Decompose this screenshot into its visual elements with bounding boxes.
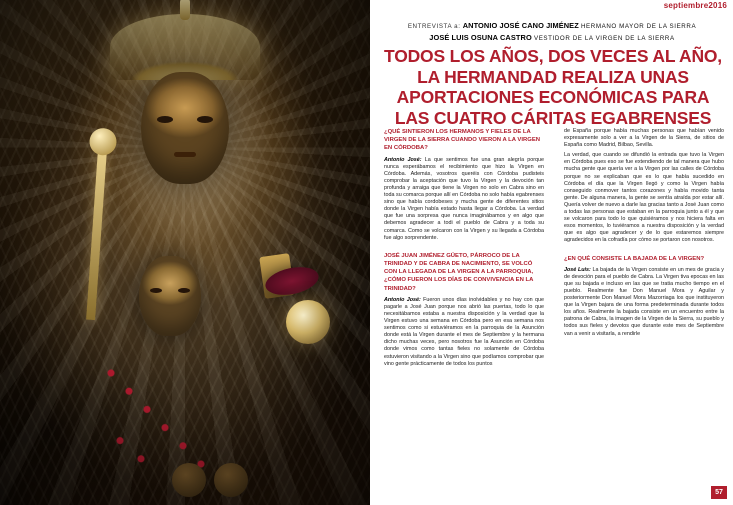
interviewee-1-role: HERMANO MAYOR DE LA SIERRA xyxy=(580,23,697,30)
answer-2-paragraph xyxy=(384,297,544,368)
answer-2-continued: de España porque había muchas personas que habían venido expresamente solo a ver a la Virgen de la Sierra, de sitios de España como Madrid, Bilbao, Sevilla. xyxy=(564,128,724,149)
kicker-prefix: ENTREVISTA a: xyxy=(407,23,461,30)
interviewee-2-role: VESTIDOR DE LA VIRGEN DE LA SIERRA xyxy=(533,35,675,42)
interviewee-1-name: ANTONIO JOSÉ CANO JIMÉNEZ xyxy=(462,21,579,30)
speaker-label-a2: Antonio José: xyxy=(384,296,421,303)
answer-1-paragraph xyxy=(384,157,544,242)
question-2: JOSÉ JUAN JIMÉNEZ GÜETO, PÁRROCO DE LA TRINIDAD Y DE CABRA DE NACIMIENTO, SE VOLCÓ CON LA LLEGADA DE LA VIRGEN A LA PARROQUIA, ¿CÓMO FUERON LOS DÍAS DE CONVIVENCIA EN LA TRINIDAD? xyxy=(384,252,534,292)
answer-1-text: La que sentimos fue una gran alegría porque nunca esperábamos el recibimiento que hizo la Virgen en Córdoba. Además, vosotros queréis con Córdoba pudisteis comprobar la aceptación que tuvo la Virgen y la devoción tan profunda y arraiga que tiene la Virgen no solo en Cabra sino en toda su comarca porque allí en Córdoba no solo había egabrenses sino que había cordobeses y mucha gente de diferentes sitios donde la Virgen había estado hasta llegar a Córdoba. La verdad que fue una sorpresa que nunca imaginábamos y en algo que debemos agradecer a todi el pueblo de Cabra y a toda su comarca. Como se volcaron con la Virgen y su llegada a Córdoba fue algo sorprendente. xyxy=(384,156,545,241)
page-title: TODOS LOS AÑOS, DOS VECES AL AÑO, LA HERMANDAD REALIZA UNAS APORTACIONES ECONÓMICAS PARA LAS CUATRO CÁRITAS EGABRENSES xyxy=(384,46,722,128)
issue-date xyxy=(664,1,727,10)
answer-2-text: Fueron unos días inolvidables y no hay con que pagarle a José Juan porque nos abrió las puertas, todo lo que necesitábamos estaba a nuestra disposición y la verdad que la Virgen estuvo una semana en Córdoba pero en esa semana nos sentimos como si estuviéramos en la parroquia de la Asunción donde está la Virgen durante el mes de Septiembre y la hermana dicho muchas veces, pero nosotros fue la Asunción en Córdoba donde vimos como tantas fieles no solamente de Córdoba estuvieron visitando a la Virgen sino que podíamos comprobar que vino gente prácticamente de todos los puntos xyxy=(384,296,545,367)
speaker-label-a1: Antonio José: xyxy=(384,156,422,163)
question-3: ¿EN QUÉ CONSISTE LA BAJADA DE LA VIRGEN? xyxy=(564,255,705,262)
issue-year: 2016 xyxy=(708,1,727,10)
answer-3-text: La bajada de la Virgen consiste en un mes de gracia y de devoción para el pueblo de Cabra. La Virgen tiva epocas en las que su bajada e incluso en las que se tratia mucho tiempo en el pueblo. Realmente fue Don Manuel Mora y Aguilar y posteriormente Don Manuel Mora Mazorriaga los que instituyeron que la Virgen bajara de una forma predeterminada durante todos los años. Realmente la bajada consiste en un encuentro entre la patrona de Cabra, la imagen de la Virgen de la Sierra, su pueblo y todos sus fieles y devotos que durante este mes de Septiembre van a venir a visitarla, a rendirle xyxy=(564,266,724,337)
speaker-label-b: José Luis: xyxy=(564,266,591,273)
interview-kicker xyxy=(384,20,720,44)
answer-2-continued-2: La verdad, que cuando se difundió la entrada que tuvo la Virgen en Córdoba pues eso se fue extendiendo de tal manera que hubo mucha gente que quería ver a la Virgen por las calles de Córdoba porque no se explicaban que es lo que había sucedido en Córdoba el día que la Virgen llegó y como la Virgen había conseguido conmover tantos corazones y había movido tanta gente. De alguna manera, la gente se sentía atraída por estar allí. Quería volver de nuevo a darle las gracias tanto a José Juan como a todas las personas que estaban en la parroquia junto a él y que se volcaron para todo lo que quisiéramos y nos hiciera falta en esos momentos, lo tuviéramos a nuestra disposición y la verdad que es algo que agradecer y de lo que estaremos siempre agradecidos en la cofradía por cómo se portaron con nosotros. xyxy=(564,152,725,244)
column-left xyxy=(384,128,544,493)
interviewee-2-name: JOSÉ LUIS OSUNA CASTRO xyxy=(429,33,532,42)
article-columns xyxy=(384,128,724,493)
page-number-badge: 57 xyxy=(711,486,727,499)
article-content xyxy=(370,0,733,505)
issue-month: septiembre xyxy=(663,1,709,10)
question-1: ¿QUÉ SINTIERON LOS HERMANOS Y FIELES DE LA VIRGEN DE LA SIERRA CUANDO VIERON A LA VIRGEN EN CÓRDOBA? xyxy=(384,129,541,152)
column-right xyxy=(564,128,724,493)
answer-3-paragraph xyxy=(564,267,724,338)
